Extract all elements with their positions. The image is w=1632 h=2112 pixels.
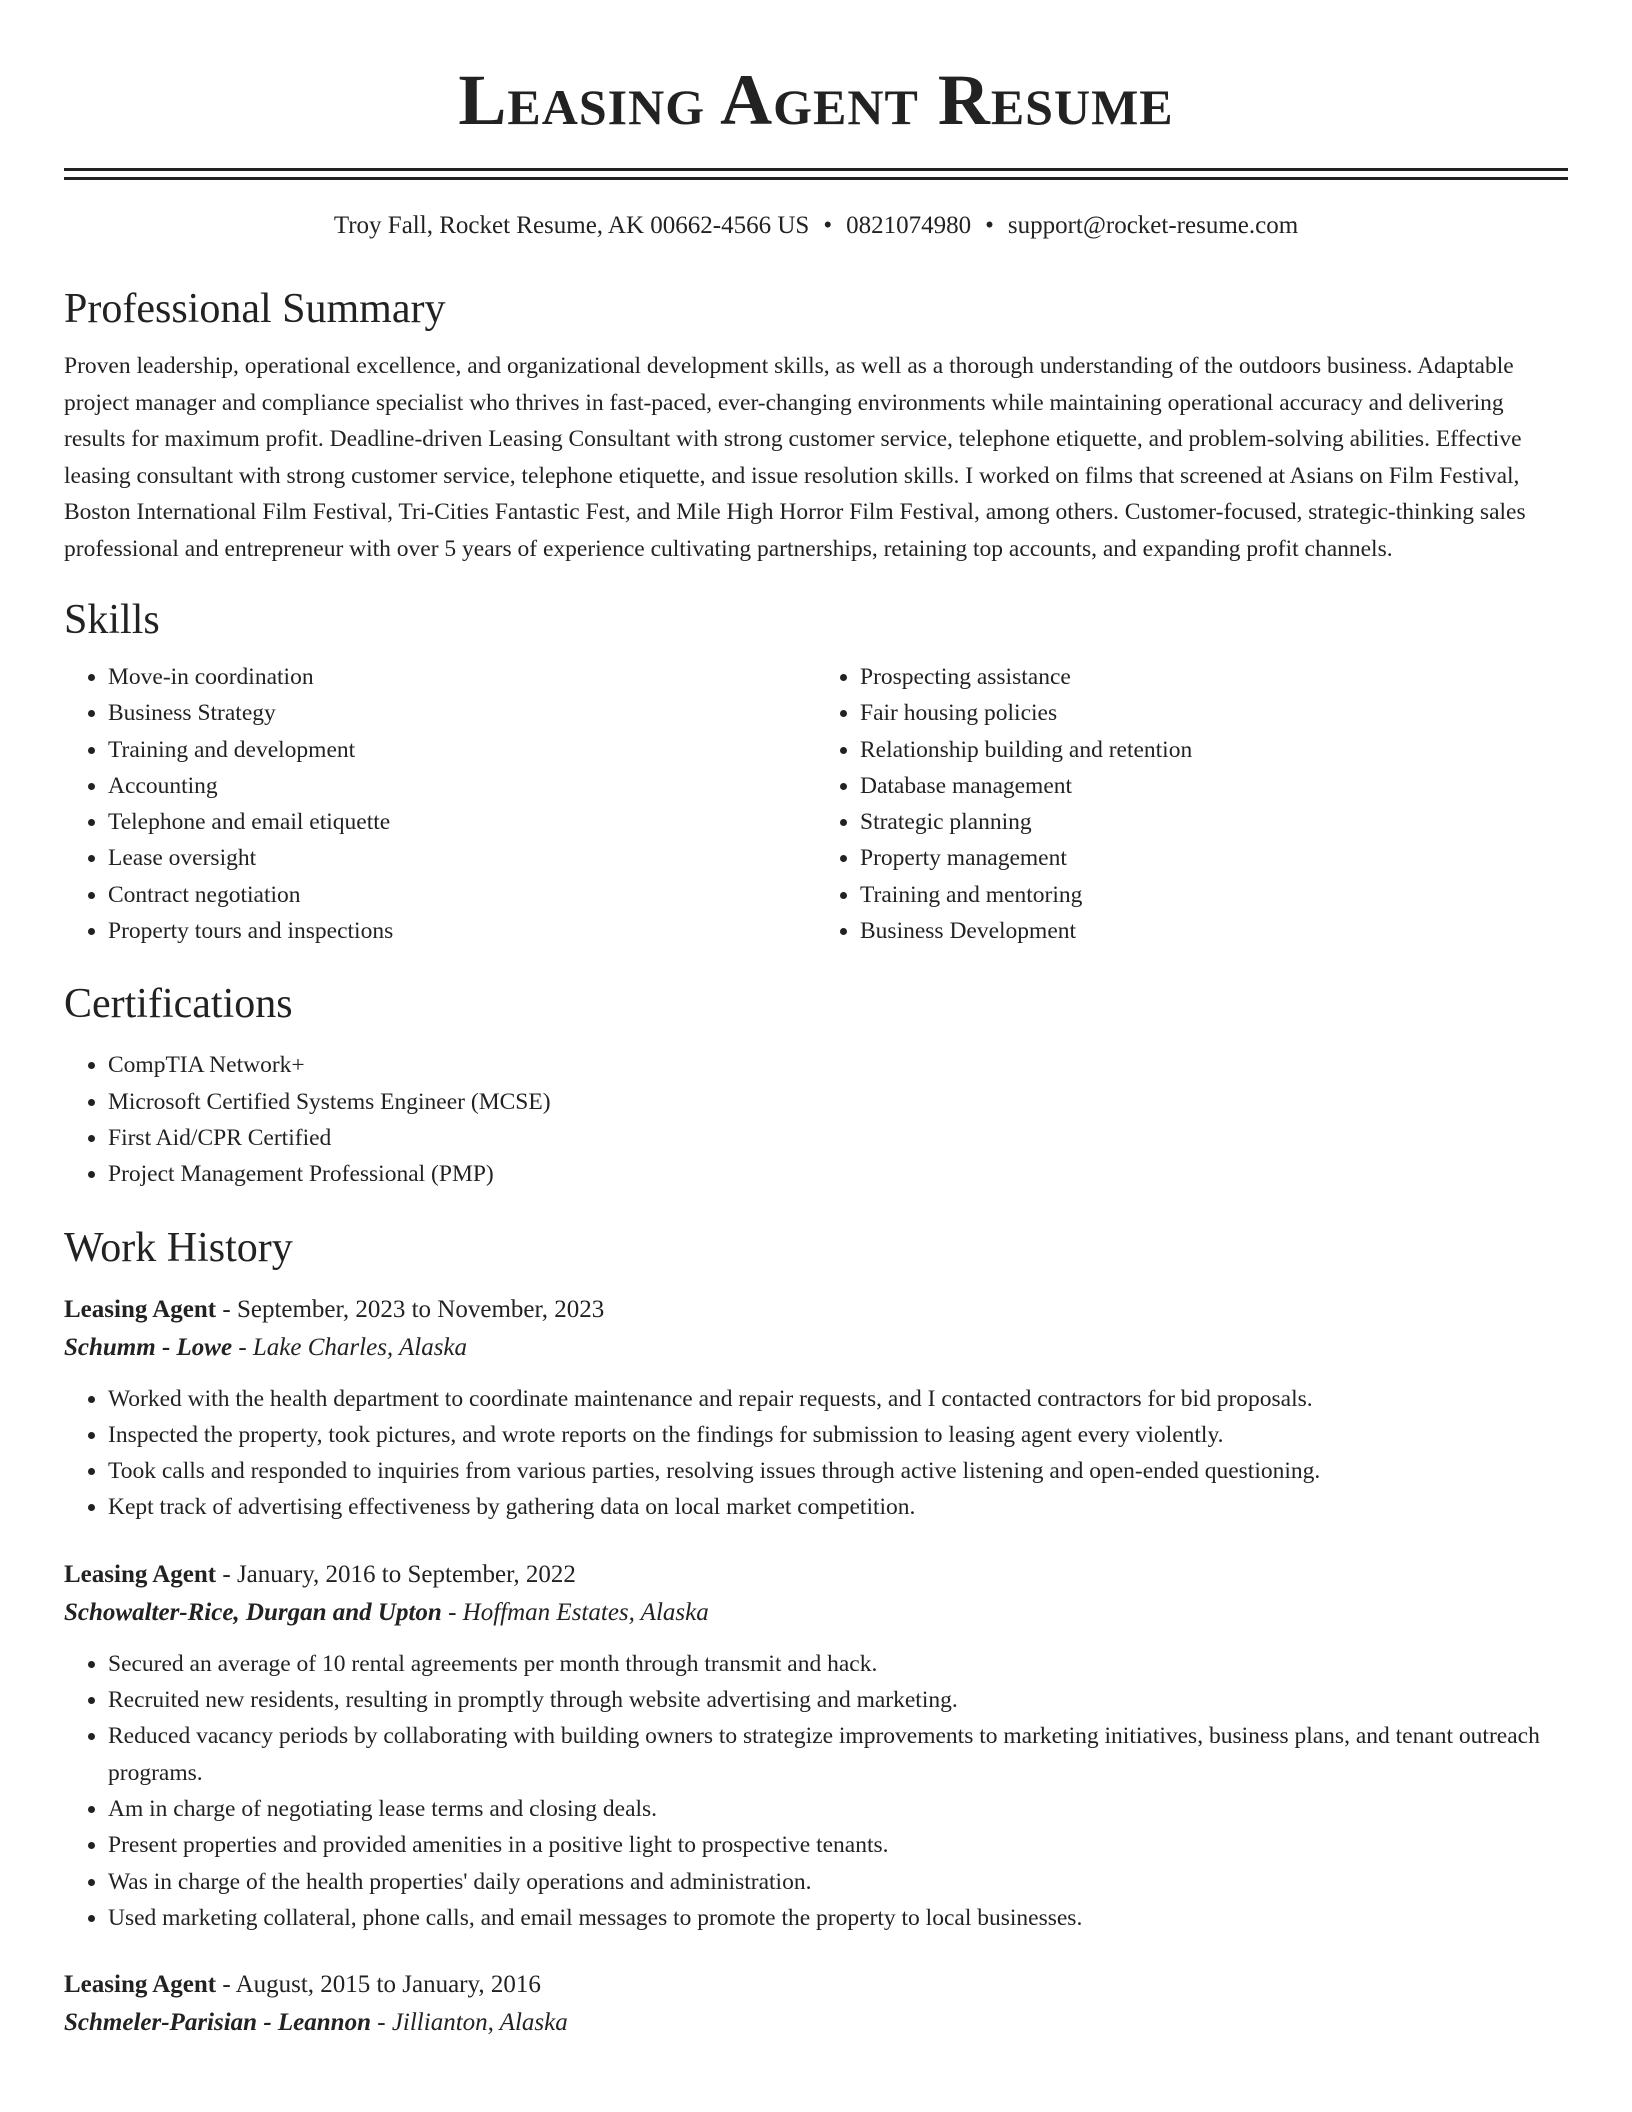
list-item: • Move-in coordination [108,659,816,695]
job-company-line [64,2004,1568,2042]
list-item: • Training and development [108,732,816,768]
title-double-rule [64,168,1568,180]
dash-separator: - [232,1333,253,1361]
job-entry [64,1556,1568,1936]
list-item: • Strategic planning [860,804,1568,840]
dash-separator: - [370,2009,392,2037]
job-company-line [64,1594,1568,1632]
job-bullet: • Present properties and provided amenities in a positive light to prospective tenants. [108,1827,1568,1863]
list-item: • Property tours and inspections [108,913,816,949]
job-company: Schowalter-Rice, Durgan and Upton [64,1598,442,1626]
skills-left-list [64,659,816,949]
job-bullet: • Inspected the property, took pictures, and wrote reports on the findings for submission to leasing agent every violently. [108,1417,1568,1453]
list-item: • Prospecting assistance [860,659,1568,695]
job-entry [64,1966,1568,2042]
skills-columns [64,659,1568,949]
dash-separator: - [216,1971,236,1999]
skills-right-list [816,659,1568,949]
list-item: • Lease oversight [108,840,816,876]
summary-text: Proven leadership, operational excellence, and organizational development skills, as well as a thorough understanding of the outdoors business. Adaptable project manager and compliance specialist who thrives in fast-paced, ever-changing environments while maintaining operational accuracy and delivering results for maximum profit. Deadline-driven Leasing Consultant with strong customer service, telephone etiquette, and problem-solving abilities. Effective leasing consultant with strong customer service, telephone etiquette, and issue resolution skills. I worked on films that screened at Asians on Film Festival, Boston International Film Festival, Tri-Cities Fantastic Fest, and Mile High Horror Film Festival, among others. Customer-focused, strategic-thinking sales professional and entrepreneur with over 5 years of experience cultivating partnerships, retaining top accounts, and expanding profit channels. [64,353,1526,562]
list-item: • Database management [860,768,1568,804]
contact-separator: • [823,212,833,239]
list-item: • Fair housing policies [860,695,1568,731]
job-location: Hoffman Estates, Alaska [462,1598,709,1626]
list-item: • Business Strategy [108,695,816,731]
job-bullet: • Reduced vacancy periods by collaborating with building owners to strategize improvements to marketing initiatives, business plans, and tenant outreach programs. [108,1718,1568,1791]
list-item: • Telephone and email etiquette [108,804,816,840]
summary-heading: Professional Summary [64,286,446,332]
list-item: • Relationship building and retention [860,732,1568,768]
certifications-list [64,1047,1568,1192]
job-company: Schumm - Lowe [64,1333,233,1361]
list-item: • Microsoft Certified Systems Engineer (MCSE) [108,1084,1568,1120]
contact-email: support@rocket-resume.com [1007,212,1299,239]
job-entry [64,1291,1568,1526]
job-bullet: • Am in charge of negotiating lease terms and closing deals. [108,1791,1568,1827]
work-history-heading: Work History [64,1224,293,1271]
list-item: • Project Management Professional (PMP) [108,1156,1568,1192]
job-title-line [64,1966,1568,2004]
job-company: Schmeler-Parisian - Leannon [64,2009,371,2037]
list-item: • CompTIA Network+ [108,1047,1568,1083]
job-dates: August, 2015 to January, 2016 [235,1971,541,1999]
skills-heading: Skills [64,597,160,643]
job-role: Leasing Agent [64,1560,217,1588]
job-title-line [64,1291,1568,1329]
list-item: • Contract negotiation [108,877,816,913]
list-item: • First Aid/CPR Certified [108,1120,1568,1156]
contact-address: Troy Fall, Rocket Resume, AK 00662-4566 US [333,212,810,239]
job-dates: September, 2023 to November, 2023 [236,1295,605,1323]
job-role: Leasing Agent [64,1295,217,1323]
job-bullet: • Worked with the health department to coordinate maintenance and repair requests, and I contacted contractors for bid proposals. [108,1381,1568,1417]
contact-phone: 0821074980 [846,212,972,239]
job-bullets [64,1381,1568,1526]
certifications-heading: Certifications [64,981,293,1028]
contact-separator: • [985,212,994,239]
job-dates: January, 2016 to September, 2022 [236,1560,576,1588]
work-history-list [64,1291,1568,2043]
list-item: • Business Development [860,913,1568,949]
job-location: Lake Charles, Alaska [252,1333,468,1361]
job-company-line [64,1329,1568,1367]
job-bullet: • Took calls and responded to inquiries from various parties, resolving issues through active listening and open-ended questioning. [108,1453,1568,1489]
job-bullet: • Used marketing collateral, phone calls, and email messages to promote the property to local businesses. [108,1900,1568,1936]
job-bullet: • Recruited new residents, resulting in promptly through website advertising and marketing. [108,1682,1568,1718]
list-item: • Property management [860,840,1568,876]
resume-title: Leasing Agent Resume [458,60,1174,140]
job-title-line [64,1556,1568,1594]
contact-line [64,210,1568,242]
list-item: • Accounting [108,768,816,804]
job-role: Leasing Agent [64,1971,217,1999]
job-location: Jillianton, Alaska [391,2009,568,2037]
job-bullet: • Was in charge of the health properties' daily operations and administration. [108,1864,1568,1900]
dash-separator: - [216,1560,237,1588]
dash-separator: - [441,1598,463,1626]
dash-separator: - [216,1295,237,1323]
job-bullet: • Secured an average of 10 rental agreements per month through transmit and hack. [108,1646,1568,1682]
job-bullets [64,1646,1568,1936]
job-bullet: • Kept track of advertising effectiveness by gathering data on local market competition. [108,1489,1568,1525]
list-item: • Training and mentoring [860,877,1568,913]
